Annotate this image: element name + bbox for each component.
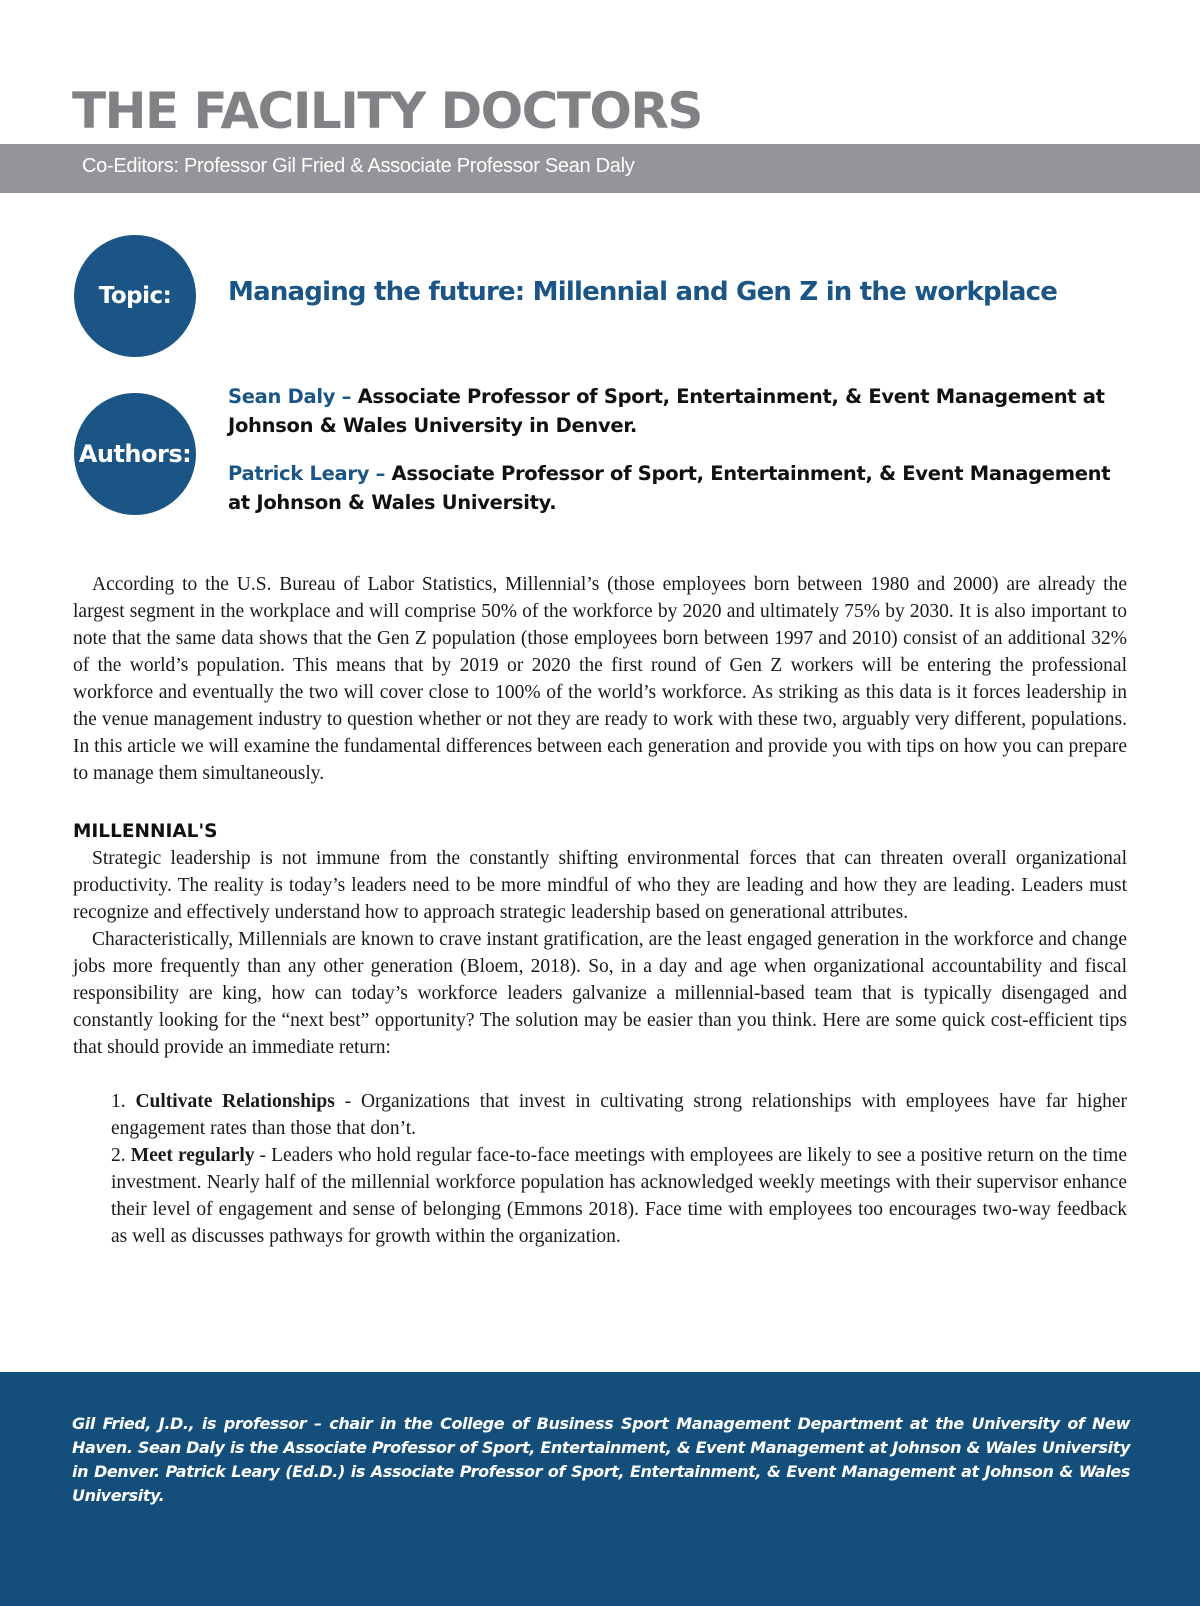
topic-badge: [74, 235, 196, 357]
authors-badge: [74, 393, 196, 515]
article-title: Managing the future: Millennial and Gen Z in the workplace: [228, 277, 1058, 307]
coeditors-line: Co-Editors: Professor Gil Fried & Associate Professor Sean Daly: [82, 155, 635, 177]
article-body: [73, 571, 1127, 1250]
author-entry: [228, 382, 1128, 440]
tip-title: Cultivate Relationships: [135, 1091, 335, 1112]
author-name: Patrick Leary –: [228, 462, 386, 485]
author-entry: [228, 459, 1128, 517]
tips-list: [111, 1088, 1127, 1250]
tip-text: - Leaders who hold regular face-to-face meetings with employees are likely to see a positive return on the time investment. Nearly half of the millennial workforce population has acknowledged weekly meetings with their supervisor enhance their level of engagement and sense of belonging (Emmons 2018). Face time with employees too encourages two-way feedback as well as discusses pathways for growth within the organization.: [111, 1145, 1127, 1247]
author-name: Sean Daly –: [228, 385, 352, 408]
intro-paragraph: According to the U.S. Bureau of Labor Statistics, Millennial’s (those employees born between 1980 and 2000) are already the largest segment in the workplace and will comprise 50% of the workforce by 2020 and ultimately 75% by 2030. It is also important to note that the same data shows that the Gen Z population (those employees born between 1997 and 2010) consist of an additional 32% of the world’s population. This means that by 2019 or 2020 the first round of Gen Z workers will be entering the professional workforce and eventually the two will cover close to 100% of the world’s workforce. As striking as this data is it forces leadership in the venue management industry to question whether or not they are ready to work with these two, arguably very different, populations. In this article we will examine the fundamental differences between each generation and provide you with tips on how you can prepare to manage them simultaneously.: [73, 574, 1127, 784]
masthead-title: THE FACILITY DOCTORS: [72, 82, 702, 140]
author-bio-footer: Gil Fried, J.D., is professor – chair in the College of Business Sport Management Department at the University of New Haven. Sean Daly is the Associate Professor of Sport, Entertainment, & Event Management at Johnson & Wales University in Denver. Patrick Leary (Ed.D.) is Associate Professor of Sport, Entertainment, & Event Management at Johnson & Wales University.: [72, 1414, 1130, 1505]
author-bio: Associate Professor of Sport, Entertainment, & Event Management at Johnson & Wales University.: [228, 462, 1111, 514]
section-heading: MILLENNIAL'S: [73, 821, 218, 842]
tip-item: [111, 1142, 1127, 1250]
topic-label: Topic:: [98, 283, 172, 309]
body-paragraph: Characteristically, Millennials are known to crave instant gratification, are the least engaged generation in the workforce and change jobs more frequently than any other generation (Bloem, 2018). So, in a day and age when organizational accountability and fiscal responsibility are king, how can today’s workforce leaders galvanize a millennial-based team that is typically disengaged and constantly looking for the “next best” opportunity? The solution may be easier than you think. Here are some quick cost-efficient tips that should provide an immediate return:: [73, 929, 1127, 1058]
tip-number: 1.: [111, 1091, 126, 1112]
author-bio: Associate Professor of Sport, Entertainment, & Event Management at Johnson & Wales University in Denver.: [228, 385, 1105, 437]
authors-label: Authors:: [78, 440, 192, 468]
tip-item: [111, 1088, 1127, 1142]
tip-text: - Organizations that invest in cultivating strong relationships with employees have far higher engagement rates than those that don’t.: [111, 1091, 1128, 1139]
tip-number: 2.: [111, 1145, 126, 1166]
tip-title: Meet regularly: [130, 1145, 255, 1166]
body-paragraph: Strategic leadership is not immune from the constantly shifting environmental forces that can threaten overall organizational productivity. The reality is today’s leaders need to be more mindful of who they are leading and how they are leading. Leaders must recognize and effectively understand how to approach strategic leadership based on generational attributes.: [73, 848, 1127, 923]
